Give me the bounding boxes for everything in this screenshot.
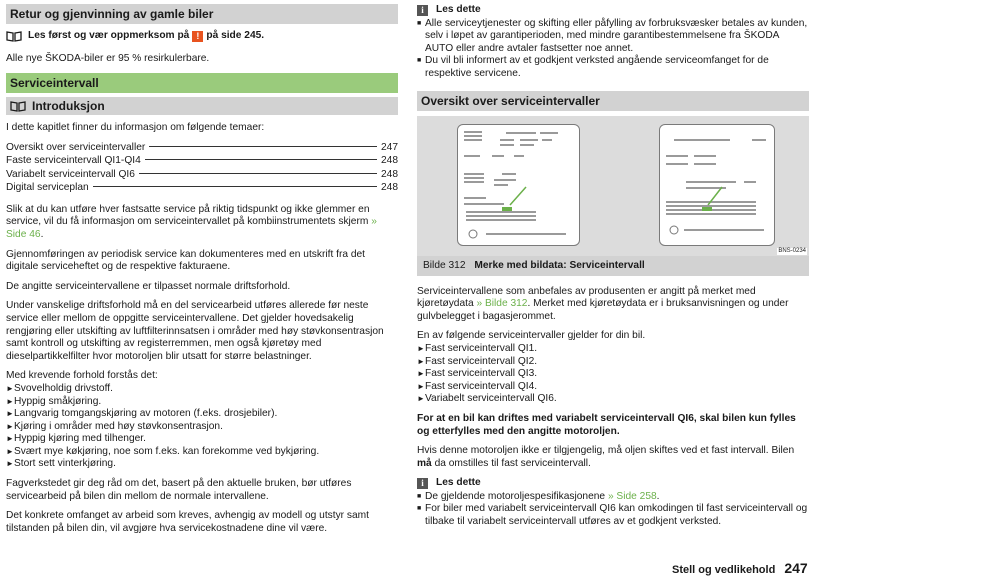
read-first-notice	[6, 30, 398, 43]
list-item: ► Fast serviceintervall QI2.	[417, 356, 809, 369]
toc-page: 248	[381, 182, 398, 194]
paragraph: Fagverkstedet gir deg råd om det, basert på den aktuelle bruken, bør utføres servicearbeid på bilen din mellom de normale intervallene.	[6, 478, 352, 502]
vehicle-data-sticker-right	[659, 124, 775, 246]
list-item: ■ De gjeldende motoroljespesifikasjonene » Side 258.	[417, 491, 809, 504]
note-title: Les dette	[436, 4, 481, 15]
toc-page: 247	[381, 141, 398, 153]
caption-label: Bilde 312	[423, 259, 466, 271]
paragraph: Det konkrete omfanget av arbeid som kreves, avhengig av modell og utstyr samt tilstanden på bilen din, vil avgjøre hva servicekostnadene dine vil være.	[6, 510, 369, 534]
note-list	[417, 491, 809, 529]
caption-title: Merke med bildata: Serviceintervall	[474, 259, 645, 271]
intervals-lead: En av følgende serviceintervaller gjelder for din bil.	[417, 330, 646, 342]
overview-header: Oversikt over serviceintervaller	[417, 91, 809, 111]
toc-page: 248	[381, 168, 398, 180]
logo-circle	[469, 230, 477, 238]
list-item: ► Stort sett vinterkjøring.	[6, 458, 398, 471]
sticker-illustration	[458, 125, 581, 247]
vehicle-data-sticker-figure	[417, 116, 809, 256]
toc-row[interactable]	[6, 155, 398, 169]
paragraph: Gjennomføringen av periodisk service kan dokumenteres med en utskrift fra det digitale serviceheftet og de respektive fakturaene.	[6, 248, 365, 273]
page-link[interactable]: » Side 46	[6, 216, 377, 240]
info-icon: i	[417, 5, 428, 16]
toc-label: Oversikt over serviceintervaller	[6, 141, 146, 153]
note-header	[417, 477, 809, 490]
paragraph: Serviceintervallene som anbefales av produsenten er angitt på merket med kjøretøydata » Bilde 312. Merket med kjøretøydata er i bruksanvisningen og under gulvbelegget i bagasjerommet.	[417, 285, 789, 322]
list-item: ► Svovelholdig drivstoff.	[6, 383, 398, 396]
note-title: Les dette	[436, 477, 481, 489]
vehicle-data-sticker-left	[457, 124, 580, 246]
recycling-header: Retur og gjenvinning av gamle biler	[6, 4, 398, 24]
toc-label: Digital serviceplan	[6, 182, 89, 194]
recycle-text: Alle nye ŠKODA-biler er 95 % resirkulerbare.	[6, 52, 210, 64]
toc-label: Faste serviceintervall QI1-QI4	[6, 155, 141, 167]
book-icon	[6, 31, 22, 42]
intro-header	[6, 97, 398, 115]
warning-icon: !	[192, 31, 203, 42]
list-item: ► Langvarig tomgangskjøring av motoren (f.eks. drosjebiler).	[6, 408, 398, 421]
list-item: ► Fast serviceintervall QI3.	[417, 368, 809, 381]
list-item: ► Kjøring i områder med høy støvkonsentrasjon.	[6, 421, 398, 434]
intro-title: Introduksjon	[32, 99, 105, 114]
paragraph: De angitte serviceintervallene er tilpasset normale driftsforhold.	[6, 280, 291, 292]
list-item: ► Hyppig småkjøring.	[6, 396, 398, 409]
footer-chapter: Stell og vedlikehold	[672, 564, 776, 576]
qi-marker	[502, 207, 512, 211]
intervals-list	[417, 343, 809, 406]
read-first-page: på side 245.	[206, 30, 265, 41]
intro-lead: I dette kapitlet finner du informasjon om følgende temaer:	[6, 122, 265, 134]
list-item: ► Hyppig kjøring med tilhenger.	[6, 433, 398, 446]
page-footer	[672, 562, 808, 577]
toc-row[interactable]	[6, 182, 398, 196]
qi-marker	[702, 207, 712, 211]
bold-paragraph: For at en bil kan driftes med variabelt serviceintervall QI6, skal bilen kun fylles og etterfylles med den angitte motoroljen.	[417, 412, 796, 437]
list-item: ► Fast serviceintervall QI4.	[417, 381, 809, 394]
list-item: ► Variabelt serviceintervall QI6.	[417, 393, 809, 406]
page-number: 247	[784, 560, 808, 576]
list-item: ► Fast serviceintervall QI1.	[417, 343, 809, 356]
sticker-illustration	[660, 125, 776, 247]
hard-conditions-lead: Med krevende forhold forstås det:	[6, 370, 158, 382]
page-link[interactable]: » Side 258	[607, 490, 657, 502]
figure-code: BNS-0234	[778, 247, 806, 254]
list-item: ■ Du vil bli informert av et godkjent verksted angående serviceomfanget for de respektive servicene.	[417, 55, 809, 80]
toc-label: Variabelt serviceintervall QI6	[6, 168, 135, 180]
book-icon	[10, 101, 26, 112]
pointer-line	[510, 187, 526, 205]
toc-row[interactable]	[6, 142, 398, 156]
figure-caption	[417, 256, 809, 276]
paragraph: Under vanskelige driftsforhold må en del servicearbeid utføres allerede før neste service eller mellom de oppgitte serviceintervallene. Det gjelder hovedsakelig rengjøring eller utskifting av luftfilterinnsatsen i områder med høy støvkonsentrasjon samt kontroll og utskifting av registerremmen, men også kjøretøy med dieselpartikkelfilter hvor motoroljen blir utsatt for større belastninger.	[6, 300, 384, 362]
note-header	[417, 4, 809, 17]
paragraph: Hvis denne motoroljen ikke er tilgjengelig, må oljen skiftes ved et fast intervall. Bilen må da omstilles til fast serviceintervall.	[417, 445, 795, 469]
left-column	[6, 4, 398, 542]
paragraph: Slik at du kan utføre hver fastsatte service på riktig tidspunkt og ikke glemmer en service, vil du få informasjon om serviceintervallet på kombiinstrumentets skjerm » Side 46.	[6, 203, 377, 240]
list-item: ■ Alle serviceytjenester og skifting eller påfylling av forbruksvæsker betales av kunden, selv i løpet av garantiperioden, med mindre garantibestemmelsene fra ŠKODA AUTO eller andre avtaler fastsetter noe annet.	[417, 18, 809, 56]
section-title: Serviceintervall	[6, 73, 398, 93]
toc-page: 248	[381, 155, 398, 167]
logo-circle	[670, 226, 678, 234]
info-icon: i	[417, 478, 428, 489]
right-column	[417, 4, 809, 536]
list-item: ► Svært mye køkjøring, noe som f.eks. kan forekomme ved bykjøring.	[6, 446, 398, 459]
note-list	[417, 18, 809, 81]
list-item: ■ For biler med variabelt serviceintervall QI6 kan omkodingen til fast serviceintervall og tilbake til variabelt serviceintervall utføres av et godkjent verksted.	[417, 503, 809, 528]
read-first-text: Les først og vær oppmerksom på	[28, 30, 190, 41]
hard-conditions-list	[6, 383, 398, 471]
toc-row[interactable]	[6, 169, 398, 183]
figure-link[interactable]: » Bilde 312	[476, 298, 528, 310]
table-of-contents	[6, 142, 398, 196]
